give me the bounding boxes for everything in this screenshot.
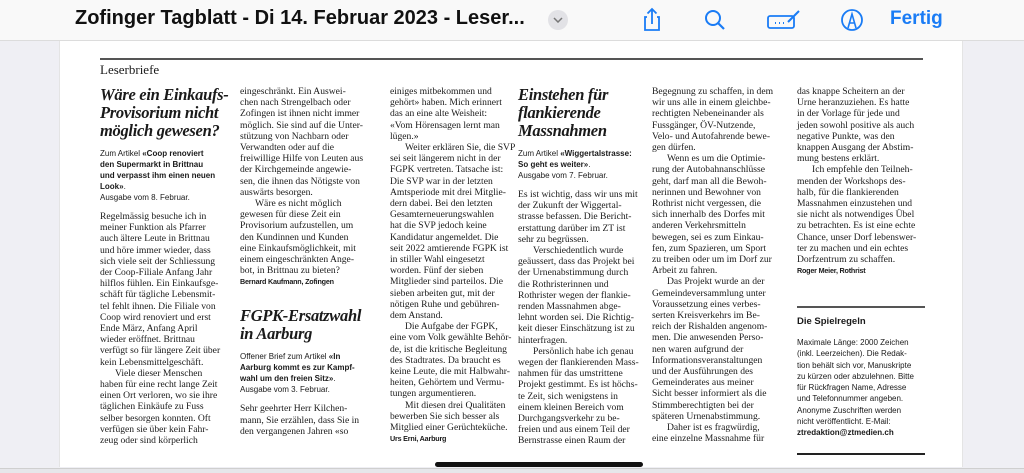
letter-body — [797, 86, 929, 265]
email-link[interactable]: ztredaktion@ztmedien.ch — [797, 428, 894, 438]
signature: Bernard Kaufmann, Zofingen — [240, 277, 334, 287]
done-button[interactable]: Fertig — [890, 8, 943, 29]
paragraph: Wenn es um die Optimie- rung der Autobahnanschlüsse geht, darf man all die Bewoh- nerinnen und Bewohner von Rothrist nicht vergessen, die sich innerhalb des Dorfes mit anderen Verkehrsmitteln bewegen, sei es zum Einkau- fen, zum Spazieren, um Sport zu treiben oder um im Dorf zur Arbeit zu fahren. — [652, 153, 772, 277]
paragraph: Viele dieser Menschen haben für eine recht lange Zeit einen Ort verloren, wo sie ihre täglichen Einkäufe zu Fuss selber besorgen konnten. Oft verfügen sie über kein Fahr- zeug oder sind körperlich — [100, 367, 218, 447]
search-icon[interactable] — [701, 6, 729, 34]
column-5 — [652, 86, 792, 445]
paragraph: Persönlich habe ich genau wegen der flankierenden Mass- nahmen für das umstrittene Projekt gestimmt. Es ist höchs- te Zeit, sich wenigstens in einem kleinen Bereich vom Durchgangsverkehr zu be- freien und aus einem Teil der Bernstrasse einen Raum der — [518, 345, 639, 447]
top-rule — [100, 58, 923, 60]
share-icon[interactable] — [638, 6, 666, 34]
intro-prefix: Zum Artikel — [100, 149, 143, 158]
column-3 — [390, 86, 515, 444]
letter-1 — [100, 86, 228, 446]
letter-body — [518, 189, 650, 447]
letter-2 — [240, 307, 385, 437]
letter-body — [240, 86, 385, 276]
intro-date: . Ausgabe vom 3. Februar. — [240, 374, 336, 395]
letter-body — [100, 211, 228, 446]
rules-text: Maximale Länge: 2000 Zeichen (inkl. Leerzeichen). Die Redak- tion behält sich vor, Manuskripte zu kürzen oder abzulehnen. Bitte für Rückfragen Name, Adresse und Telefonnummer angeben. Anonyme Zuschriften werden nicht veröffentlicht. E-Mail: — [797, 338, 914, 427]
paragraph: Wäre es nicht möglich gewesen für diese Zeit ein Provisorium aufzustellen, um den Kundinnen und Kunden eine Einkaufsmöglichkeit, mit einem eingeschränkten Ange- bot, in Brittnau zu bieten? — [240, 198, 356, 277]
rules-box-text — [797, 337, 927, 439]
article-reference: «In Aarburg kommt es zur Kampf- wahl um den freien Sitz» — [240, 352, 355, 384]
rules-box-bottom-rule — [797, 453, 925, 455]
column-2 — [240, 86, 385, 437]
article-reference: «Wiggertalstrasse: So geht es weiter» — [518, 149, 632, 169]
paragraph: Begegnung zu schaffen, in dem wir uns alle in einem gleichbe- rechtigten Nebeneinander als Fussgänger, ÖV-Nutzende, Velo- und Autofahrende bewe- gen dürfen. — [652, 86, 774, 154]
paragraph: einiges mitbekommen und gehört» haben. Mich erinnert das an eine alte Weisheit: «Vom Hörensagen lernt man lügen.» — [390, 86, 502, 142]
letter-body — [240, 403, 385, 437]
intro-date: . Ausgabe vom 8. Februar. — [100, 182, 190, 202]
paragraph: Mit diesen drei Qualitäten bewerben Sie sich besser als Mitglied einer Gerüchteküche. — [390, 399, 508, 434]
keyboard-pen-icon[interactable] — [766, 6, 802, 34]
headline: Wäre ein Einkaufs- Provisorium nicht möglich gewesen? — [100, 85, 229, 140]
paragraph: Die Aufgabe der FGPK, eine vom Volk gewählte Behör- de, ist die kritische Begleitung des Stadtrates. Da braucht es keine Leute, die mit Halbwahr- heiten, Gehörtem und Vermu- tungen argumentieren. — [390, 321, 512, 400]
signature: Urs Erni, Aarburg — [390, 434, 447, 444]
intro — [100, 148, 228, 203]
letter-body — [652, 86, 792, 445]
letter-body — [390, 86, 515, 433]
signature: Roger Meier, Rothrist — [797, 266, 866, 276]
paragraph: Das Projekt wurde an der Gemeindeversammlung unter Voraussetzung eines verbes- serten Kreisverkehrs im Be- reich der Rishalden angenom- men. Die anwesenden Perso- nen waren aufgrund der Informationsveranstaltungen und der Ausführungen des Gemeinderates aus meiner Sicht besser informiert als die Stimmberechtigten bei der späteren Urnenabstimmung. — [652, 276, 768, 422]
article-reference: «Coop renoviert den Supermarkt in Brittnau und verpasst ihm einen neuen Look» — [100, 149, 216, 191]
paragraph: Weiter erklären Sie, die SVP sei seit längerem nicht in der FGPK vertreten. Tatsache ist: Die SVP war in der letzten Amtsperiode mit drei Mitglie- dern dabei. Bei den letzten Gesamterneuerungswahlen hat die SVP jedoch keine Kandidatur angemeldet. Die seit 2022 amtierende FGPK ist in stiller Wahl eingesetzt worden. Fünf der sieben Mitglieder sind parteilos. Die sieben arbeiten gut, mit der nötigen Ruhe und gebühren- dem Anstand. — [390, 142, 516, 322]
intro-prefix: Offener Brief zum Artikel — [240, 352, 329, 362]
paragraph: Ich empfehle den Teilneh- menden der Workshops des- halb, für die flankierenden Massnahmen einzustehen und sie nicht als notwendiges Übel zu betrachten. Es ist eine echte Chance, unser Dorf lebenswer- ter zu machen und ein echtes Dorfzentrum zu schaffen. — [797, 164, 917, 266]
paragraph: Es ist wichtig, dass wir uns mit der Zukunft der Wiggertal- strasse befassen. Die Bericht- erstattung darüber im ZT ist sehr zu begrüssen. — [518, 189, 638, 245]
section-title: Leserbriefe — [100, 62, 160, 77]
paragraph: Verschiedentlich wurde geäussert, dass das Projekt bei der Urnenabstimmung durch die Rothristerinnen und Rothrister wegen der flankie- renden Massnahmen abge- lehnt worden sei. Die Richtig- keit dieser Einschätzung ist zu hinterfragen. — [518, 245, 635, 346]
intro-prefix: Zum Artikel — [518, 149, 561, 158]
paragraph: Sehr geehrter Herr Kilchen- mann, Sie erzählen, dass Sie in den vergangenen Jahren «so — [240, 403, 360, 437]
headline: Einstehen für flankierende Massnahmen — [518, 85, 609, 140]
toolbar — [0, 0, 1024, 41]
headline: FGPK-Ersatzwahl in Aarburg — [240, 306, 362, 344]
intro-date: . Ausgabe vom 7. Februar. — [518, 160, 608, 180]
letter-3 — [518, 86, 650, 447]
home-indicator[interactable] — [435, 462, 643, 467]
rules-box — [797, 306, 927, 439]
paragraph: Regelmässig besuche ich in meiner Funktion als Pfarrer auch ältere Leute in Brittnau und höre immer wieder, dass sich viele seit der Schliessung der Coop-Filiale Anfang Jahr hilflos fühlen. Ein Einkaufsge- schäft für tägliche Lebensmit- tel fehlt ihnen. Die Filiale von Coop wird renoviert und erst Ende März, Anfang April wieder eröffnet. Brittnau verfügt so für längere Zeit über kein Lebensmittelgeschäft. — [100, 211, 221, 368]
paragraph: Daher ist es fragwürdig, eine einzelne Massnahme für — [652, 422, 765, 445]
column-6 — [797, 86, 929, 276]
chevron-down-icon[interactable] — [548, 10, 568, 30]
paragraph: eingeschränkt. Ein Auswei- chen nach Strengelbach oder Zofingen ist ihnen nicht immer möglich. Sie sind auf die Unter- stützung von Nachbarn oder Verwandten oder auf die freiwillige Hilfe von Leuten aus der Kirchgemeinde angewie- sen, die ihnen das Nötigste von auswärts besorgen. — [240, 86, 364, 198]
document-title[interactable]: Zofinger Tagblatt - Di 14. Februar 2023 - Leser... — [75, 7, 525, 29]
page-bottom-edge — [0, 468, 1024, 473]
intro — [518, 148, 650, 181]
paragraph: das knappe Scheitern an der Urne heranzuziehen. Es hatte in der Vorlage für jede und jeden sowohl positive als auch negative Punkte, was den knappen Ausgang der Abstim- mung bestens erklärt. — [797, 86, 915, 165]
intro — [240, 351, 385, 395]
rules-box-title: Die Spielregeln — [797, 316, 866, 327]
markup-icon[interactable] — [838, 6, 866, 34]
